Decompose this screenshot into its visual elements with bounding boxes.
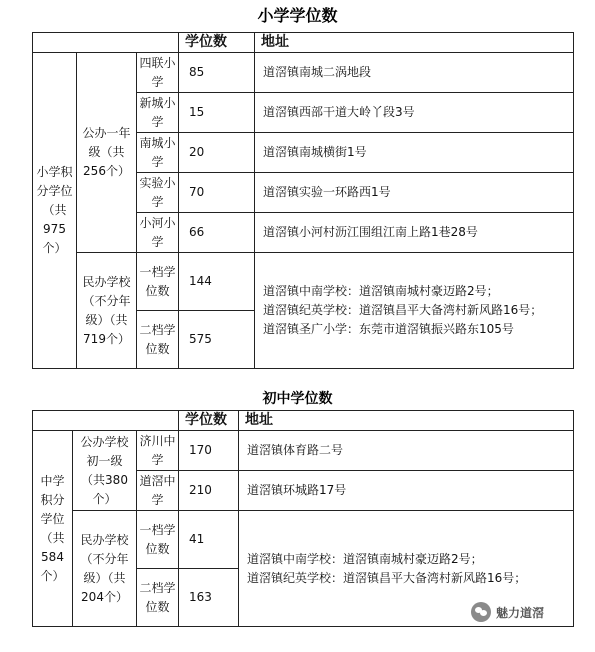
school-count: 170 [179,431,239,471]
tier-count: 144 [179,253,255,311]
public-group-label: 公办学校初一级（共380个） [73,431,137,511]
wechat-icon [471,602,491,622]
tier-name: 二档学位数 [137,311,179,369]
address-line: 道滘镇圣广小学：东莞市道滘镇振兴路东105号 [263,322,514,336]
school-name: 实验小学 [137,173,179,213]
total-quota-label: 小学积分学位（共975个） [33,53,77,369]
header-address: 地址 [239,411,574,431]
table-header-row [33,411,574,431]
school-name: 小河小学 [137,213,179,253]
private-group-label: 民办学校（不分年级）（共204个） [73,511,137,627]
school-address: 道滘镇南城横街1号 [255,133,574,173]
school-name: 南城小学 [137,133,179,173]
tier-count: 575 [179,311,255,369]
school-name: 新城小学 [137,93,179,133]
middle-title: 初中学位数 [262,391,333,407]
table-row [33,253,574,311]
primary-school-table [32,32,574,369]
private-group-label: 民办学校（不分年级）（共719个） [77,253,137,369]
school-count: 210 [179,471,239,511]
header-count: 学位数 [179,33,255,53]
tier-name: 一档学位数 [137,253,179,311]
header-blank [33,411,179,431]
header-address: 地址 [255,33,574,53]
table-header-row [33,33,574,53]
school-count: 85 [179,53,255,93]
school-count: 20 [179,133,255,173]
private-addresses [255,253,574,369]
header-count: 学位数 [179,411,239,431]
school-name: 道滘中学 [137,471,179,511]
header-blank [33,33,179,53]
school-name: 济川中学 [137,431,179,471]
tier-name: 一档学位数 [137,511,179,569]
school-count: 66 [179,213,255,253]
primary-title: 小学学位数 [257,6,338,25]
address-line: 道滘镇中南学校：道滘镇南城村豪迈路2号； [263,284,499,298]
school-address: 道滘镇南城二涡地段 [255,53,574,93]
watermark [471,600,583,624]
tier-name: 二档学位数 [137,569,179,627]
tier-count: 163 [179,569,239,627]
address-line: 道滘镇中南学校：道滘镇南城村豪迈路2号； [247,551,483,566]
school-count: 70 [179,173,255,213]
table-row [33,511,574,569]
school-name: 四联小学 [137,53,179,93]
address-line: 道滘镇纪英学校：道滘镇昌平大备湾村新风路16号； [263,303,543,317]
school-address: 道滘镇西部干道大岭丫段3号 [255,93,574,133]
total-quota-label: 中学积分学位（共584个） [33,431,73,627]
middle-school-table [32,410,574,627]
public-group-label: 公办一年级（共256个） [77,53,137,253]
table-row [33,53,574,93]
school-address: 道滘镇实验一环路西1号 [255,173,574,213]
school-address: 道滘镇环城路17号 [239,471,574,511]
school-count: 15 [179,93,255,133]
school-address: 道滘镇小河村沥江围组江南上路1巷28号 [255,213,574,253]
watermark-text: 魅力道滘 [496,605,545,620]
tier-count: 41 [179,511,239,569]
table-row [33,431,574,471]
address-line: 道滘镇纪英学校：道滘镇昌平大备湾村新风路16号； [247,570,527,585]
school-address: 道滘镇体育路二号 [239,431,574,471]
